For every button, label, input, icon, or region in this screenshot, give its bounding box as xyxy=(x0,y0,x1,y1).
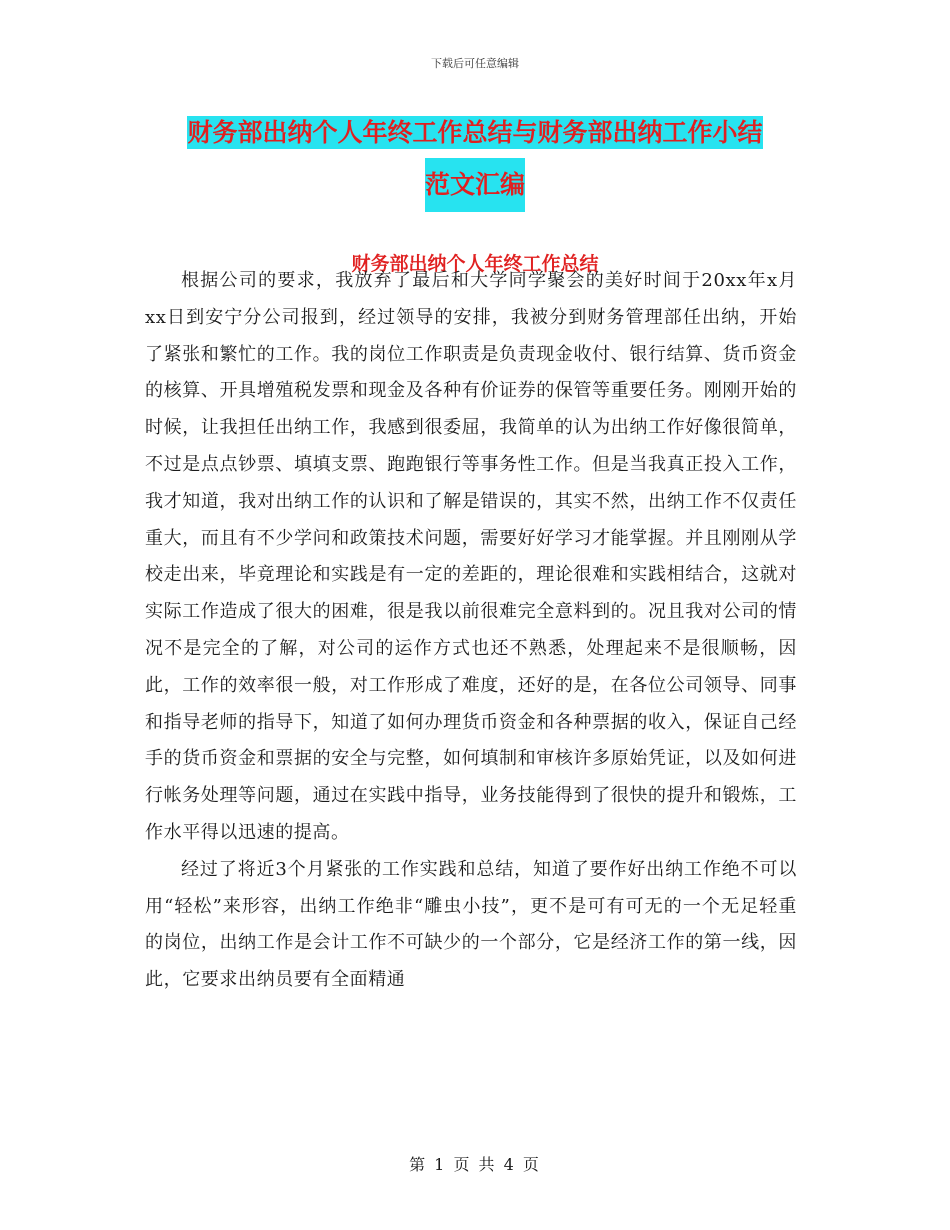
document-title-line2: 范文汇编 xyxy=(425,158,525,212)
document-title-line1: 财务部出纳个人年终工作总结与财务部出纳工作小结 xyxy=(187,118,763,147)
paragraph: 经过了将近3个月紧张的工作实践和总结，知道了要作好出纳工作绝不可以用“轻松”来形容，出纳工作绝非“雕虫小技”，更不是可有可无的一个无足轻重的岗位，出纳工作是会计工作不可缺少的一个部分，它是经济工作的第一线，因此，它要求出纳员要有全面精通 xyxy=(145,858,797,991)
paragraph: 根据公司的要求，我放弃了最后和大学同学聚会的美好时间于20xx年x月xx日到安宁分公司报到，经过领导的安排，我被分到财务管理部任出纳，开始了紧张和繁忙的工作。我的岗位工作职责是负责现金收付、银行结算、货币资金的核算、开具增殖税发票和现金及各种有价证券的保管等重要任务。刚刚开始的时候，让我担任出纳工作，我感到很委屈，我简单的认为出纳工作好像很简单，不过是点点钞票、填填支票、跑跑银行等事务性工作。但是当我真正投入工作，我才知道，我对出纳工作的认识和了解是错误的，其实不然，出纳工作不仅责任重大，而且有不少学问和政策技术问题，需要好好学习才能掌握。并且刚刚从学校走出来，毕竟理论和实践是有一定的差距的，理论很难和实践相结合，这就对实际工作造成了很大的困难，很是我以前很难完全意料到的。况且我对公司的情况不是完全的了解，对公司的运作方式也还不熟悉，处理起来不是很顺畅，因此，工作的效率很一般，对工作形成了难度，还好的是，在各位公司领导、同事和指导老师的指导下，知道了如何办理货币资金和各种票据的收入，保证自己经手的货币资金和票据的安全与完整，如何填制和审核许多原始凭证，以及如何进行帐务处理等问题，通过在实践中指导，业务技能得到了很快的提升和锻炼，工作水平得以迅速的提高。 xyxy=(145,270,797,843)
page-footer: 第 1 页 共 4 页 xyxy=(409,1155,541,1174)
page-header-note: 下载后可任意编辑 xyxy=(431,57,519,70)
document-title xyxy=(0,108,950,212)
body-text xyxy=(145,263,797,999)
section-title: 财务部出纳个人年终工作总结 xyxy=(351,253,599,275)
